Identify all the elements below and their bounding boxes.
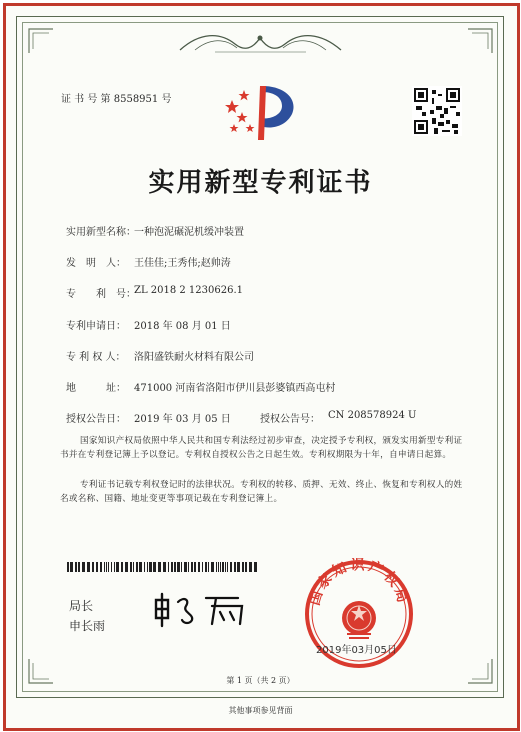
utility-model-value: 一种泡泥碾泥机缓冲装置: [134, 227, 244, 238]
seal-text: 国家知识产权局: [306, 558, 412, 608]
corner-ornament-top-left: [27, 27, 55, 55]
certificate-number-value: 8558951: [113, 94, 159, 105]
address-value: 471000 河南省洛阳市伊川县彭婆镇西高屯村: [134, 383, 336, 394]
patentee-label: 专 利 权 人：: [66, 352, 126, 363]
inventor-value: 王佳佳;王秀伟;赵帅涛: [134, 258, 231, 269]
signatory-title: 局长: [69, 599, 94, 613]
barcode: [67, 562, 259, 572]
filing-date-value: 2018 年 08 月 01 日: [134, 321, 231, 332]
decorative-ornament: [175, 30, 346, 56]
grant-number-label: 授权公告号：: [260, 414, 320, 425]
certificate-number: [61, 90, 171, 105]
grant-date-value: 2019 年 03 月 05 日: [134, 414, 231, 425]
grant-date-label: 授权公告日：: [66, 414, 126, 425]
grant-number-value: CN 208578924 U: [328, 410, 417, 421]
footer-note: 其他事项参见背面: [228, 706, 293, 715]
patentee-value: 洛阳盛铁耐火材料有限公司: [134, 352, 254, 363]
patent-number-value: ZL 2018 2 1230626.1: [134, 285, 244, 296]
cnipa-logo: [220, 82, 302, 144]
filing-date-label: 专利申请日：: [66, 321, 126, 332]
grant-statement-paragraph: 国家知识产权局依照中华人民共和国专利法经过初步审查，决定授予专利权，颁发实用新型专利证书并在专利登记簿上予以登记。专利权自授权公告之日起生效。专利权期限为十年，自申请日起算。: [60, 436, 463, 460]
certificate-number-label: 证 书 号 第: [61, 94, 111, 105]
certificate-title: 实用新型专利证书: [148, 168, 373, 198]
corner-ornament-top-right: [466, 27, 494, 55]
seal-date: 2019年03月05日: [316, 645, 397, 656]
signatory-name: 申长雨: [69, 619, 106, 633]
qr-code: [412, 86, 462, 136]
utility-model-label: 实用新型名称：: [66, 227, 136, 238]
legal-status-paragraph: 专利证书记载专利权登记时的法律状况。专利权的转移、质押、无效、终止、恢复和专利权人的姓名或名称、国籍、地址变更等事项记载在专利登记簿上。: [60, 480, 463, 504]
svg-text:国家知识产权局: [306, 558, 411, 607]
page-indicator: 第 1 页（共 2 页）: [226, 676, 295, 685]
certificate-number-suffix: 号: [161, 94, 172, 105]
address-label: 地 址：: [66, 383, 126, 394]
inventor-label: 发 明 人：: [66, 258, 126, 269]
patent-number-label: 专 利 号：: [66, 289, 136, 300]
handwritten-signature: [150, 590, 260, 630]
